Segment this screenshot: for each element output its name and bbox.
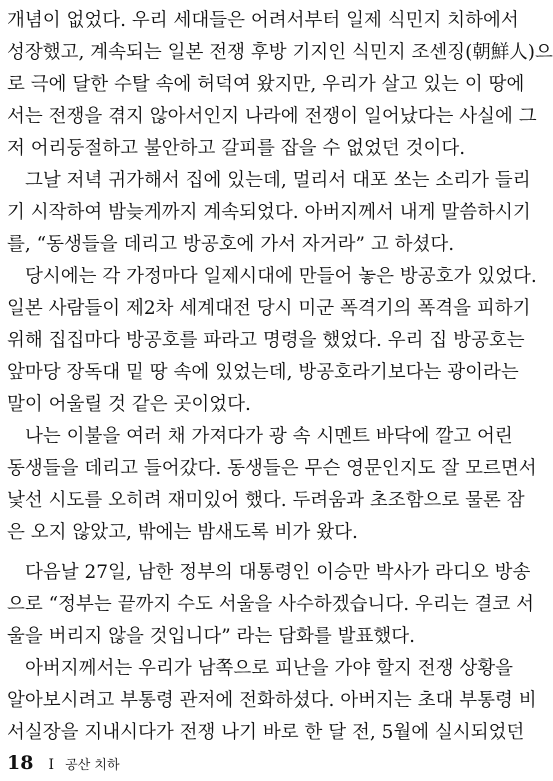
body-line: 개념이 없었다. 우리 세대들은 어려서부터 일제 식민지 치하에서 — [7, 10, 519, 31]
page-footer — [7, 748, 120, 778]
body-line: 울을 버리지 않을 것입니다” 라는 담화를 발표했다. — [7, 626, 416, 647]
body-line: 은 오지 않았고, 밖에는 밤새도록 비가 왔다. — [7, 522, 358, 543]
body-line: 나는 이불을 여러 채 가져다가 광 속 시멘트 바닥에 깔고 어린 — [25, 426, 513, 447]
body-line: 서실장을 지내시다가 전쟁 나기 바로 한 달 전, 5월에 실시되었던 — [7, 722, 525, 743]
body-line: 위해 집집마다 방공호를 파라고 명령을 했었다. 우리 집 방공호는 — [7, 330, 525, 351]
body-line: 으로 “정부는 끝까지 수도 서울을 사수하겠습니다. 우리는 결코 서 — [7, 594, 535, 615]
running-title: 공산 치하 — [65, 758, 120, 773]
body-line: 로 극에 달한 수탈 속에 허덕여 왔지만, 우리가 살고 있는 이 땅에 — [7, 74, 525, 95]
body-line: 성장했고, 계속되는 일본 전쟁 후방 기지인 식민지 조센징(朝鮮人)으 — [7, 42, 553, 63]
body-line: 를, “동생들을 데리고 방공호에 가서 자거라” 고 하셨다. — [7, 234, 455, 255]
body-line: 기 시작하여 밤늦게까지 계속되었다. 아버지께서 내게 말씀하시기 — [7, 202, 531, 223]
body-line: 그날 저녁 귀가해서 집에 있는데, 멀리서 대포 쏘는 소리가 들리 — [25, 170, 531, 191]
body-line: 말이 어울릴 것 같은 곳이었다. — [7, 394, 251, 415]
page-number: 18 — [7, 752, 34, 774]
body-line: 서는 전쟁을 겪지 않아서인지 나라에 전쟁이 일어났다는 사실에 그 — [7, 106, 537, 127]
body-line: 낯선 시도를 오히려 재미있어 했다. 두려움과 초조함으로 물론 잠 — [7, 490, 525, 511]
body-line: 앞마당 장독대 밑 땅 속에 있었는데, 방공호라기보다는 광이라는 — [7, 362, 519, 383]
body-line: 일본 사람들이 제2차 세계대전 당시 미군 폭격기의 폭격을 피하기 — [7, 298, 531, 319]
body-line: 아버지께서는 우리가 남쪽으로 피난을 가야 할지 전쟁 상황을 — [25, 658, 513, 679]
body-line: 알아보시려고 부통령 관저에 전화하셨다. 아버지는 초대 부통령 비 — [7, 690, 537, 711]
body-line: 저 어리둥절하고 불안하고 갈피를 잡을 수 없었던 것이다. — [7, 138, 466, 159]
body-line: 동생들을 데리고 들어갔다. 동생들은 무슨 영문인지도 잘 모르면서 — [7, 458, 537, 479]
body-line: 다음날 27일, 남한 정부의 대통령인 이승만 박사가 라디오 방송 — [25, 562, 531, 583]
footer-separator: I — [48, 757, 55, 773]
body-line: 당시에는 각 가정마다 일제시대에 만들어 놓은 방공호가 있었다. — [25, 266, 537, 287]
